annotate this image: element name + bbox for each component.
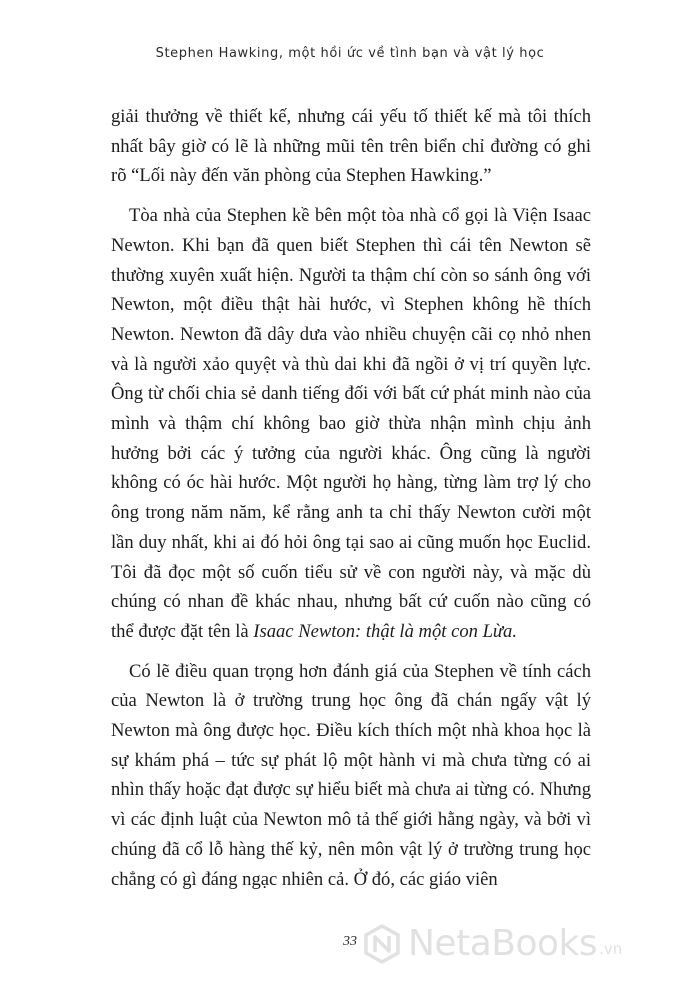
paragraph-2 bbox=[111, 201, 591, 647]
page-body-text bbox=[111, 102, 591, 894]
paragraph-1: giải thưởng về thiết kế, nhưng cái yếu tố thiết kế mà tôi thích nhất bây giờ có lẽ là những mũi tên trên biển chỉ đường có ghi rõ “Lối này đến văn phòng của Stephen Hawking.” bbox=[111, 106, 591, 187]
running-header: Stephen Hawking, một hồi ức về tình bạn và vật lý học bbox=[155, 46, 545, 61]
book-title-italic: Isaac Newton: thật là một con Lừa. bbox=[253, 620, 518, 642]
watermark-suffix: .vn bbox=[599, 940, 623, 958]
netabooks-logo-icon bbox=[362, 924, 402, 964]
watermark bbox=[362, 924, 622, 964]
page-number: 33 bbox=[343, 934, 357, 949]
paragraph-2-text: Tòa nhà của Stephen kề bên một tòa nhà cổ gọi là Viện Isaac Newton. Khi bạn đã quen biết Stephen thì cái tên Newton sẽ thường xuyên xuất hiện. Người ta thậm chí còn so sánh ông với Newton, một điều thật hài hước, vì Stephen không hề thích Newton. Newton đã dây dưa vào nhiều chuyện cãi cọ nhỏ nhen và là người xảo quyệt và thù dai khi đã ngồi ở vị trí quyền lực. Ông từ chối chia sẻ danh tiếng đối với bất cứ phát minh nào của mình và thậm chí không bao giờ thừa nhận mình chịu ảnh hưởng bởi các ý tưởng của người khác. Ông cũng là người không có óc hài hước. Một người họ hàng, từng làm trợ lý cho ông trong năm năm, kể rằng anh ta chỉ thấy Newton cười một lần duy nhất, khi ai đó hỏi ông tại sao ai cũng muốn học Euclid. Tôi đã đọc một số cuốn tiểu sử về con người này, và mặc dù chúng có nhan đề khác nhau, nhưng bất cứ cuốn nào cũng có thể được đặt tên là bbox=[111, 205, 591, 642]
watermark-brand: NetaBooks bbox=[408, 923, 598, 964]
paragraph-3: Có lẽ điều quan trọng hơn đánh giá của Stephen về tính cách của Newton là ở trường trung học ông đã chán ngấy vật lý Newton mà ông được học. Điều kích thích một nhà khoa học là sự khám phá – tức sự phát lộ một hành vi mà chưa từng có ai nhìn thấy hoặc đạt được sự hiểu biết mà chưa ai từng có. Nhưng vì các định luật của Newton mô tả thế giới hằng ngày, và bởi vì chúng đã cổ lỗ hàng thế kỷ, nên môn vật lý ở trường trung học chẳng có gì đáng ngạc nhiên cả. Ở đó, các giáo viên bbox=[111, 660, 591, 890]
